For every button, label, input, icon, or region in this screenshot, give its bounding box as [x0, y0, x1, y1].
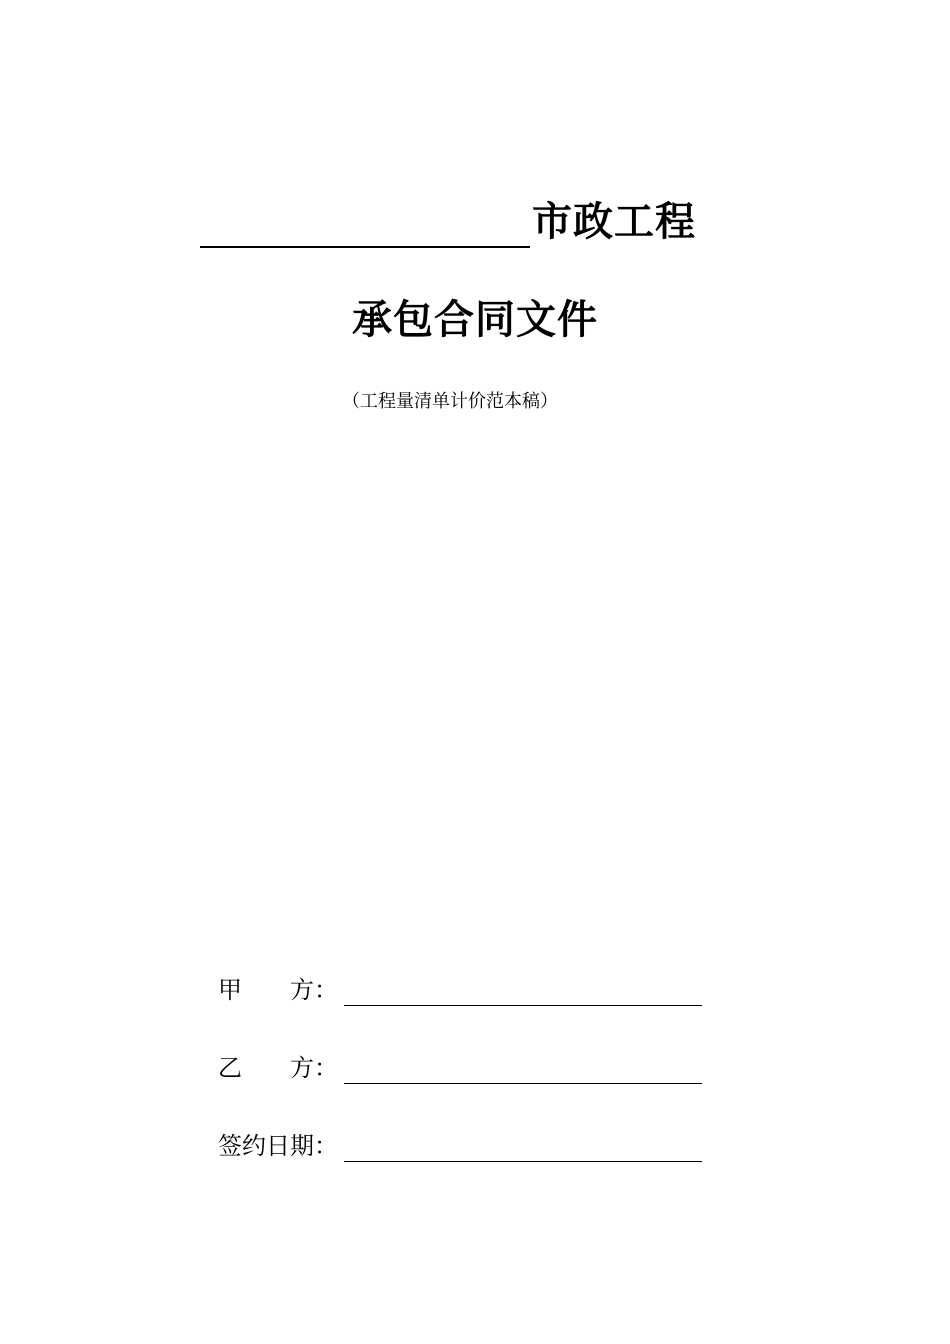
signing-date-blank[interactable]: [344, 1131, 702, 1162]
party-a-row: [218, 974, 702, 1006]
project-name-blank[interactable]: [200, 202, 530, 248]
party-a-blank[interactable]: [344, 975, 702, 1006]
subtitle: （工程量清单计价范本稿）: [342, 391, 558, 412]
title-line2: 承包合同文件: [352, 297, 598, 343]
party-b-row: [218, 1052, 702, 1084]
title-line1: [200, 196, 696, 248]
party-b-label: 乙 方：: [218, 1054, 338, 1082]
party-a-label: 甲 方：: [218, 976, 338, 1004]
party-b-blank[interactable]: [344, 1053, 702, 1084]
signing-date-label: 签约日期：: [218, 1132, 338, 1160]
signing-date-row: [218, 1130, 702, 1162]
title-suffix: 市政工程: [532, 199, 696, 245]
